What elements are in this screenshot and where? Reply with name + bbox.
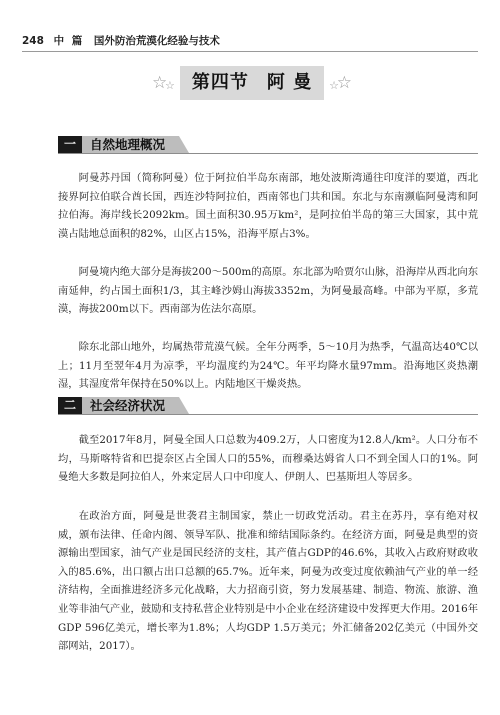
body-paragraph: 除东北部山地外，均属热带荒漠气候。全年分两季，5～10月为热季，气温高达40℃以上；11月至翌年4月为凉季，平均温度约为24℃。年平均降水量97mm。沿海地区炎热潮湿，其湿度常年保持在50%以上。内陆地区干燥炎热。 <box>58 341 478 391</box>
section-title-band <box>152 66 352 100</box>
subsection-number: 二 <box>58 397 82 414</box>
body-paragraph: 截至2017年8月，阿曼全国人口总数为409.2万，人口密度为12.8人/km²。人口分布不均，马斯喀特省和巴提奈区占全国人口的55%，而穆桑达姆省人口不到全国人口的1%。阿曼绝大多数是阿拉伯人，外来定居人口中印度人、伊朗人、巴基斯坦人等居多。 <box>58 434 478 484</box>
star-icon: ☆ <box>329 79 339 92</box>
subsection-number: 一 <box>58 136 82 153</box>
section-title <box>180 66 324 100</box>
section-label: 第四节 <box>191 72 249 93</box>
book-title: 国外防治荒漠化经验与技术 <box>93 35 220 47</box>
page-number: 248 <box>22 35 44 47</box>
subsection-title: 社会经济状况 <box>82 397 179 414</box>
subsection-rule <box>58 153 478 154</box>
body-paragraph: 阿曼境内绝大部分是海拔200～500m的高原。东北部为哈贾尔山脉，沿海岸从西北向东南延伸，约占国土面积1/3，其主峰沙姆山海拔3352m，为阿曼最高峰。中部为平原，多荒漠，海拔200m以下。西南部为佐法尔高原。 <box>58 266 478 316</box>
header-rule <box>22 51 478 52</box>
body-paragraph: 在政治方面，阿曼是世袭君主制国家，禁止一切政党活动。君主在苏丹，享有绝对权威，颁布法律、任命内阁、领导军队、批准和缔结国际条约。在经济方面，阿曼是典型的资源输出型国家，油气产业是国民经济的支柱，其产值占GDP的46.6%，其收入占政府财政收入的85.6%，出口额占出口总额的65.7%。近年来，阿曼为改变过度依赖油气产业的单一经济结构，全面推进经济多元化战略，大力招商引资，努力发展基建、制造、物流、旅游、渔业等非油气产业，鼓励和支持私营企业特别是中小企业在经济建设中发挥更大作用。2016年GDP 596亿美元，增长率为1.8%；人均GDP 1.5万美元；外汇储备202亿美元（中国外交部网站，2017）。 <box>58 510 478 653</box>
subsection-title: 自然地理概况 <box>82 136 179 153</box>
part-label: 中 篇 <box>53 35 85 47</box>
star-icon: ☆ <box>152 73 168 93</box>
body-paragraph: 阿曼苏丹国（简称阿曼）位于阿拉伯半岛东南部，地处波斯湾通往印度洋的要道，西北接界阿拉伯联合酋长国，西连沙特阿拉伯，西南邻也门共和国。东北与东南濒临阿曼湾和阿拉伯海。海岸线长2092km。国土面积30.95万km²，是阿拉伯半岛的第三大国家，其中荒漠占陆地总面积的82%，山区占15%，沿海平原占3%。 <box>58 172 478 240</box>
country-name: 阿 曼 <box>266 72 313 93</box>
star-icon: ☆ <box>165 79 175 92</box>
star-icon: ☆ <box>336 73 352 93</box>
subsection-rule <box>58 414 478 415</box>
running-header <box>22 33 478 51</box>
